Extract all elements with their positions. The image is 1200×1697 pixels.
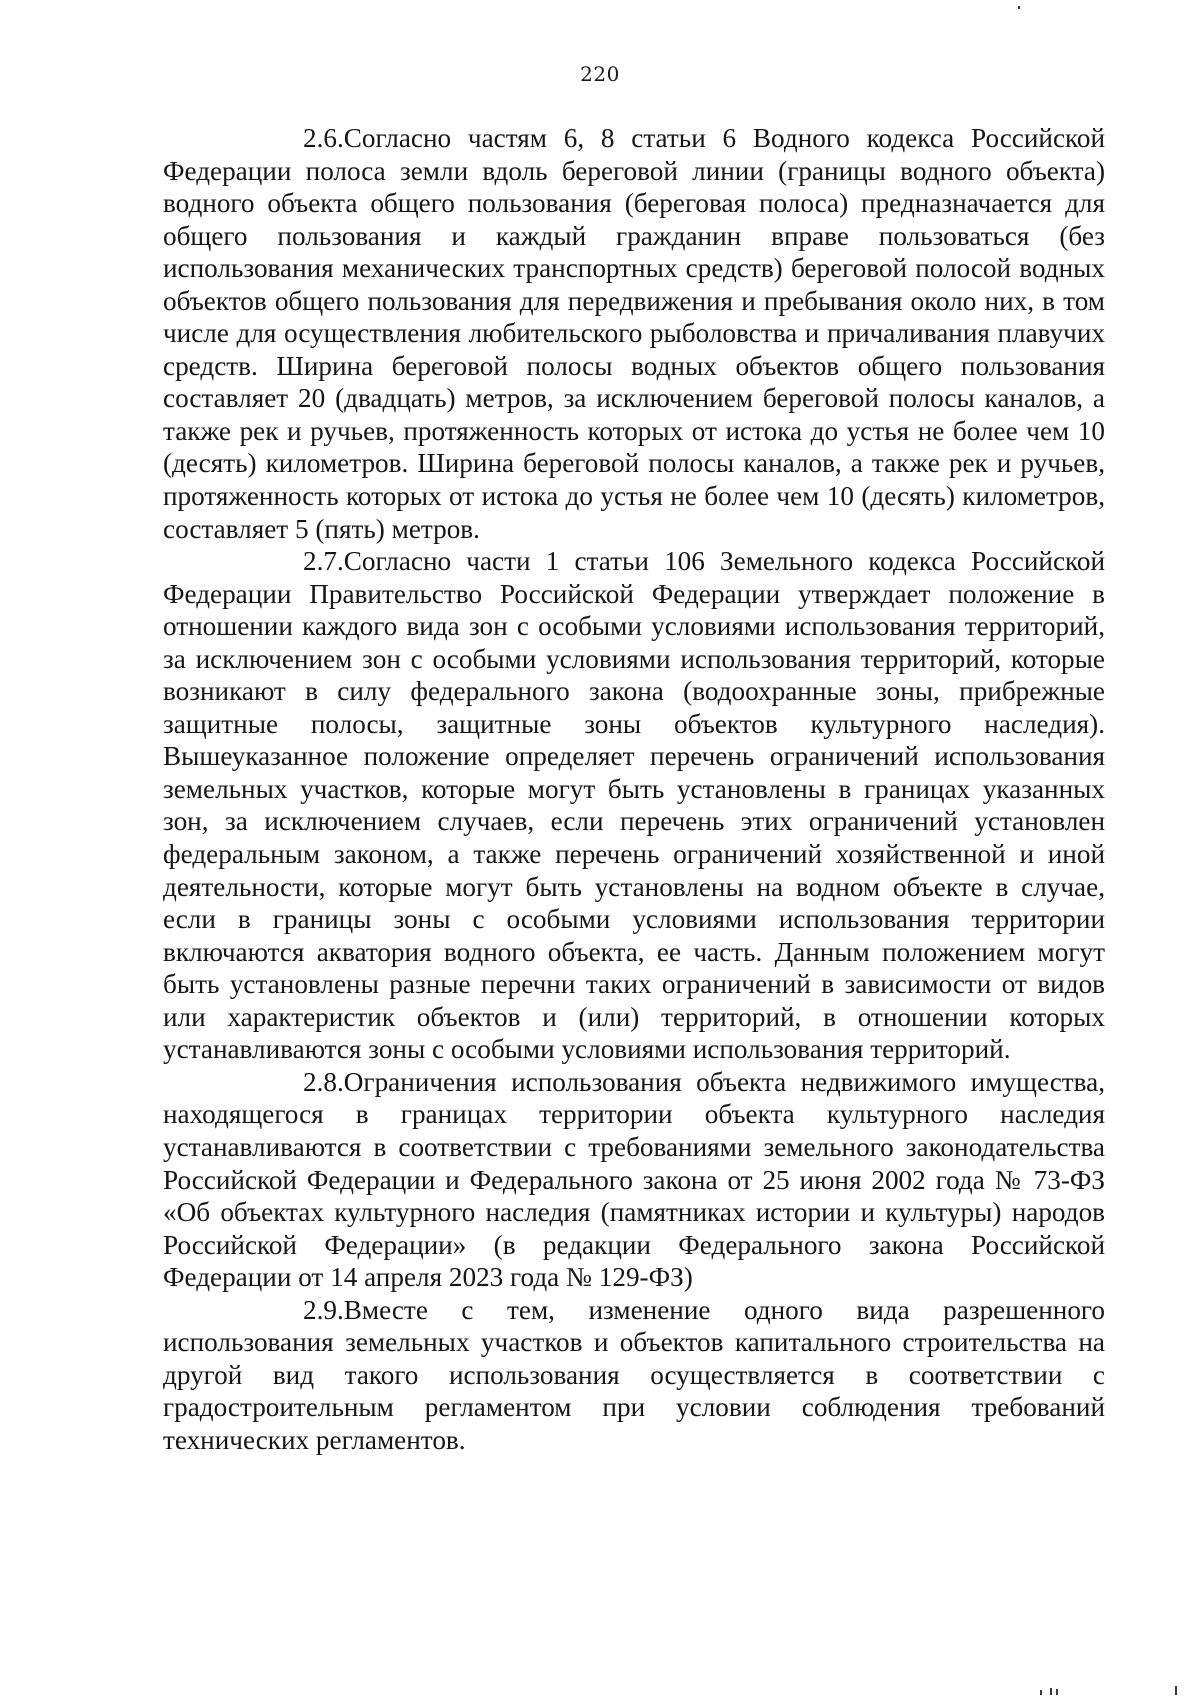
- scan-artifact: [1050, 1688, 1052, 1695]
- paragraph-2-9: [163, 1294, 1105, 1457]
- scan-artifact: [1056, 1689, 1058, 1695]
- paragraph-text: Ограничения использования объекта недвижимого имущества, находящегося в границах территории объекта культурного наследия устанавливаются в соответствии с требованиями земельного законодательства Российской Федерации и Федерального закона от 25 июня 2002 года № 73-ФЗ «Об объектах культурного наследия (памятниках истории и культуры) народов Российской Федерации» (в редакции Федерального закона Российской Федерации от 14 апреля 2023 года № 129-ФЗ): [163, 1066, 1105, 1293]
- paragraph-text: Согласно частям 6, 8 статьи 6 Водного кодекса Российской Федерации полоса земли вдоль береговой линии (границы водного объекта) водного объекта общего пользования (береговая полоса) предназначается для общего пользования и каждый гражданин вправе пользоваться (без использования механических транспортных средств) береговой полосой водных объектов общего пользования для передвижения и пребывания около них, в том числе для осуществления любительского рыболовства и причаливания плавучих средств. Ширина береговой полосы водных объектов общего пользования составляет 20 (двадцать) метров, за исключением береговой полосы каналов, а также рек и ручьев, протяженность которых от истока до устья не более чем 10 (десять) километров. Ширина береговой полосы каналов, а также рек и ручьев, протяженность которых от истока до устья не более чем 10 (десять) километров, составляет 5 (пять) метров.: [163, 123, 1105, 544]
- paragraph-number: 2.7.: [303, 546, 344, 577]
- paragraph-2-8: [163, 1066, 1105, 1294]
- paragraph-text: Согласно части 1 статьи 106 Земельного кодекса Российской Федерации Правительство Российской Федерации утверждает положение в отношении каждого вида зон с особыми условиями использования территорий, за исключением зон с особыми условиями использования территорий, которые возникают в силу федерального закона (водоохранные зоны, прибрежные защитные полосы, защитные зоны объектов культурного наследия). Вышеуказанное положение определяет перечень ограничений использования земельных участков, которые могут быть установлены в границах указанных зон, за исключением случаев, если перечень этих ограничений установлен федеральным законом, а также перечень ограничений хозяйственной и иной деятельности, которые могут быть установлены на водном объекте в случае, если в границы зоны с особыми условиями использования территории включаются акватория водного объекта, ее часть. Данным положением могут быть установлены разные перечни таких ограничений в зависимости от видов или характеристик объектов и (или) территорий, в отношении которых устанавливаются зоны с особыми условиями использования территорий.: [163, 546, 1105, 1065]
- scan-artifact: [1040, 1690, 1042, 1695]
- scan-artifact: [1018, 6, 1020, 9]
- paragraph-number: 2.6.: [303, 123, 344, 153]
- paragraph-2-6: [163, 122, 1105, 545]
- paragraph-number: 2.9.: [303, 1294, 344, 1325]
- document-body: [163, 122, 1105, 1456]
- page-number: 220: [580, 62, 620, 86]
- paragraph-text: Вместе с тем, изменение одного вида разрешенного использования земельных участков и объектов капитального строительства на другой вид такого использования осуществляется в соответствии с градостроительным регламентом при условии соблюдения требований технических регламентов.: [163, 1294, 1105, 1455]
- scan-artifact: [1175, 1686, 1177, 1695]
- paragraph-2-7: [163, 545, 1105, 1066]
- paragraph-number: 2.8.: [303, 1066, 344, 1097]
